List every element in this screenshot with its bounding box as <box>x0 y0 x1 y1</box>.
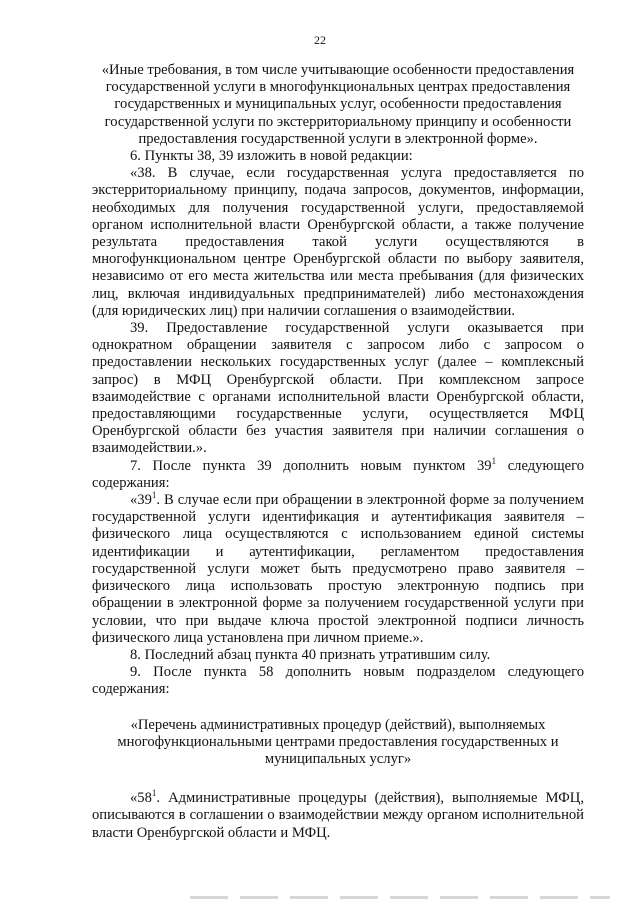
item-6: 6. Пункты 38, 39 изложить в новой редакции: <box>130 148 413 165</box>
paragraph-39-1-number: «39 <box>130 492 152 509</box>
spacer <box>92 768 584 790</box>
item-8: 8. Последний абзац пункта 40 признать утратившим силу. <box>130 646 491 663</box>
paragraph-58-1-superscript: 1 <box>151 788 157 799</box>
paragraph-39-1-superscript: 1 <box>151 490 157 501</box>
paragraph-39: 39. Предоставление государственной услуги оказывается при однократном обращении заявителя с запросом либо с запросом о предоставлении нескольких государственных услуг (далее – комплексный запрос) в МФЦ Оренбургской области. При комплексном запросе взаимодействие с органами исполнительной власти Оренбургской области, предоставляющими государственные услуги, осуществляется МФЦ Оренбургской области без участия заявителя при наличии соглашения о взаимодействии.». <box>92 320 584 457</box>
paragraph-39-1-text: . В случае если при обращении в электронной форме за получением государственной услуги идентификация и аутентификация заявителя – физического лица осуществляются с использованием единой системы идентификации и аутентификации, регламентом предоставления государственной услуги может быть предусмотрено право заявителя – физического лица использовать простую электронную подпись при обращении в электронной форме за получением государственной услуги при условии, что при выдаче ключа простой электронной подписи личность физического лица установлена при личном приеме.». <box>92 492 584 646</box>
subsection-heading: «Перечень административных процедур (действий), выполняемых многофункциональными центрами предоставления государственных и муниципальных услуг» <box>117 716 559 767</box>
spacer <box>92 699 584 717</box>
item-9: 9. После пункта 58 дополнить новым подразделом следующего содержания: <box>92 664 584 698</box>
paragraph-58-1-number: «58 <box>130 790 152 807</box>
item-7-superscript: 1 <box>491 455 497 466</box>
paragraph-58-1 <box>92 790 584 842</box>
item-7-text: 7. После пункта 39 дополнить новым пунктом 39 <box>130 457 492 474</box>
paragraph-39-1 <box>92 492 584 647</box>
item-7 <box>92 455 584 492</box>
paragraph-38: «38. В случае, если государственная услуга предоставляется по экстерриториальному принципу, подача запросов, документов, информации, необходимых для получения государственной услуги, предоставляемой органом исполнительной власти Оренбургской области, а также получение результата предоставления такой услуги осуществляются в многофункциональном центре Оренбургской области по выбору заявителя, независимо от его места жительства или места пребывания (для физических лиц, включая индивидуальных предпринимателей) либо местонахождения (для юридических лиц) при наличии соглашения о взаимодействии. <box>92 165 584 319</box>
page-number: 22 <box>314 33 326 47</box>
item-7-text-end: следующего содержания: <box>92 457 584 491</box>
footer-stamp-line <box>190 896 610 899</box>
section-heading: «Иные требования, в том числе учитывающие особенности предоставления государственной услуги в многофункциональных центрах предоставления государственных и муниципальных услуг, особенности предоставления государственной услуги по экстерриториальному принципу и особенности предоставления государственной услуги в электронной форме». <box>101 62 575 147</box>
paragraph-58-1-text: . Административные процедуры (действия), выполняемые МФЦ, описываются в соглашении о взаимодействии между органом исполнительной власти Оренбургской области и МФЦ. <box>92 790 584 841</box>
document-body <box>92 62 584 842</box>
